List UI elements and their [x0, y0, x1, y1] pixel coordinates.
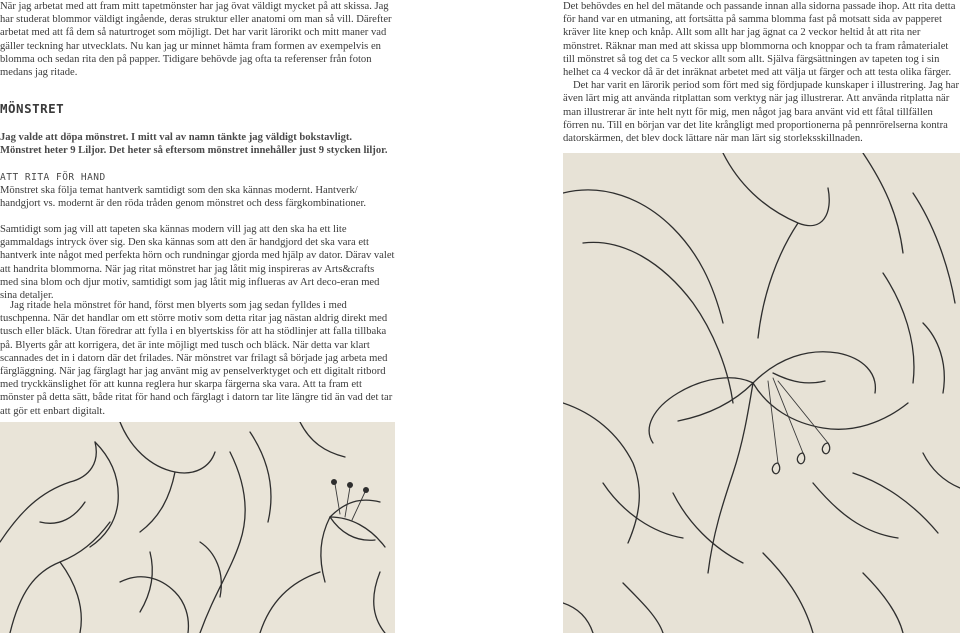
body-paragraph-3: Jag ritade hela mönstret för hand, först men blyerts som jag sedan fylldes i med tuschpenna. När det handlar om ett större motiv som detta ritar jag nästan aldrig direkt med tusch eller bläck. Utan föredrar att fylla i en blyertskiss för att ha stödlinjer att falla tillbaka på. Blyerts går att korrigera, det är inte möjligt med tusch och bläck. När detta var klart scannades det in i datorn där det frilades. När mönstret var frilagt så började jag arbeta med färgläggning. När jag färglagt har jag använt mig av penselverktyget och ett digitalt ritbord med tryckkänslighet för att kunna reglera hur skarpa färgerna ska vara. Att ta fram ett mönster på detta sätt, både ritat för hand och färglagt i datorn tar lite längre tid än vad det tar att gör ett enbart digitalt. [0, 300, 393, 417]
section-heading-att-rita: ATT RITA FÖR HAND [0, 172, 106, 183]
right-paragraph-2: Det har varit en lärorik period som fört med sig fördjupade kunskaper i illustrering. Jag har även lärt mig att använda ritplattan som verktyg när jag illustrerar. Att använda ritplatta när man illustrerar är inte helt nytt för mig, men något jag bara använt vid ett fåtal tillfällen förren nu. Till en början var det lite krångligt med proportionerna på pennrörelserna kontra datorskärmen, det blev dock lättare när man lärt sig storleksskillnaden. [563, 80, 959, 145]
section-heading-monstret: MÖNSTRET [0, 101, 65, 116]
intro-paragraph: När jag arbetat med att fram mitt tapetmönster har jag övat väldigt mycket på att skissa. Jag har studerat blommor väldigt ingående, deras struktur eller anatomi om man så vill. Därefter arbetat med att få dem så naturtroget som möjligt. Det har varit lärorikt och mitt maner vad gäller teckning har utvecklats. Nu kan jag ur minnet hämta fram formen av exempelvis en blomma och sedan rita den på papper. Tidigare behövde jag ofta ta referenser från foton medans jag ritade. [0, 1, 392, 79]
lily-sketch-image-left [0, 422, 395, 633]
lily-drawing-left [0, 422, 395, 633]
monstret-line: Mönstret heter 9 Liljor. Det heter så eftersom mönstret innehåller just 9 stycken liljor. [0, 145, 388, 157]
right-text [563, 0, 960, 145]
lily-sketch-image-right [563, 153, 960, 633]
right-paragraph-1: Det behövdes en hel del mätande och passande innan alla sidorna passade ihop. Att rita detta för hand var en utmaning, att fortsätta på samma blomma fast på motsatt sida av papperet kräver lite knep och knåp. Allt som allt har jag ägnat ca 2 veckor heltid åt att rita ner mönstret. Räknar man med att skissa upp blommorna och knoppar och ta fram råmaterialet till mönstret så tog det ca 5 veckor allt som allt. Själva färgsättningen av tapeten tog i sin helhet ca 4 veckor då är det inräknat arbetet med att välja ut färger och att testa olika färger. [563, 1, 956, 79]
att-rita-paragraph: Mönstret ska följa temat hantverk samtidigt som den ska kännas modernt. Hantverk/ handgjort vs. modernt är den röda tråden genom mönstret och dess färgkombinationer. [0, 185, 367, 210]
lily-drawing-right [563, 153, 960, 633]
monstret-line: Jag valde att döpa mönstret. I mitt val av namn tänkte jag väldigt bokstavligt. [0, 132, 353, 143]
monstret-text [0, 131, 400, 157]
body-paragraph-2: Samtidigt som jag vill att tapeten ska kännas modern vill jag att den ska ha ett lite gammaldags intryck över sig. Den ska kännas som att den är handgjord det ska vara ett hantverk inte något med perfekta hörn och rundningar gjorda med hjälp av dator. Därav valet att handrita blommorna. När jag ritat mönstret har jag låtit mig inspireras av Arts&crafts med sina blom och djur motiv, samtidigt som jag låtit mig influeras av Art deco-eran med sina detaljer. [0, 224, 395, 302]
